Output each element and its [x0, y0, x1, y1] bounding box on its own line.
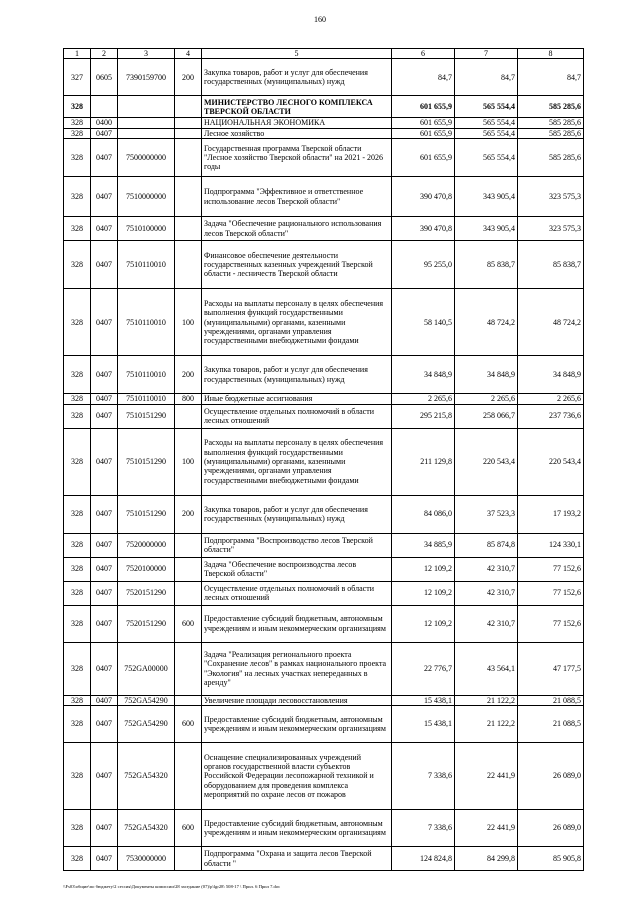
column-header: 8	[518, 49, 584, 59]
table-row	[64, 96, 584, 118]
cell-amount-2: 34 848,9	[455, 356, 518, 394]
cell-name: Закупка товаров, работ и услуг для обеспечения государственных (муниципальных) нужд	[202, 356, 392, 394]
cell-name: Лесное хозяйство	[202, 128, 392, 138]
cell-expense-type: 200	[175, 495, 202, 533]
cell-expense-type	[175, 404, 202, 428]
cell-amount-3: 47 177,5	[518, 642, 584, 695]
cell-amount-3: 2 265,6	[518, 394, 584, 404]
table-row	[64, 695, 584, 705]
cell-amount-3: 21 088,5	[518, 695, 584, 705]
table-row	[64, 128, 584, 138]
cell-section-code: 328	[64, 96, 91, 118]
table-row	[64, 404, 584, 428]
table-row	[64, 139, 584, 177]
cell-amount-3: 585 285,6	[518, 96, 584, 118]
cell-amount-1: 84 086,0	[392, 495, 455, 533]
cell-amount-3: 26 089,0	[518, 810, 584, 847]
cell-expense-type	[175, 96, 202, 118]
cell-expense-type: 600	[175, 706, 202, 743]
cell-expense-type	[175, 241, 202, 289]
table-row	[64, 642, 584, 695]
cell-expense-type: 800	[175, 394, 202, 404]
cell-name: Задача "Обеспечение рационального использования лесов Тверской области"	[202, 217, 392, 241]
cell-name: Предоставление субсидий бюджетным, автономным учреждениям и иным некоммерческим организациям	[202, 706, 392, 743]
cell-amount-2: 220 543,4	[455, 428, 518, 495]
cell-amount-2: 2 265,6	[455, 394, 518, 404]
cell-amount-1: 12 109,2	[392, 557, 455, 581]
cell-name: Задача "Обеспечение воспроизводства лесов Тверской области"	[202, 557, 392, 581]
cell-amount-1: 58 140,5	[392, 289, 455, 356]
cell-target-article: 7500000000	[118, 139, 175, 177]
cell-amount-3: 77 152,6	[518, 581, 584, 605]
column-header: 1	[64, 49, 91, 59]
cell-name: МИНИСТЕРСТВО ЛЕСНОГО КОМПЛЕКСА ТВЕРСКОЙ ОБЛАСТИ	[202, 96, 392, 118]
cell-amount-1: 95 255,0	[392, 241, 455, 289]
cell-section-code: 328	[64, 139, 91, 177]
cell-subsection-code: 0407	[91, 241, 118, 289]
cell-target-article: 7510151290	[118, 495, 175, 533]
cell-amount-1: 12 109,2	[392, 605, 455, 642]
table-row	[64, 59, 584, 96]
cell-expense-type	[175, 743, 202, 810]
table-body	[64, 49, 584, 871]
cell-name: Подпрограмма "Воспроизводство лесов Тверской области"	[202, 533, 392, 557]
cell-amount-1: 601 655,9	[392, 128, 455, 138]
cell-amount-2: 85 838,7	[455, 241, 518, 289]
cell-subsection-code: 0407	[91, 404, 118, 428]
cell-section-code: 328	[64, 847, 91, 871]
cell-section-code: 328	[64, 289, 91, 356]
cell-target-article: 7510110010	[118, 356, 175, 394]
cell-amount-1: 390 470,8	[392, 217, 455, 241]
cell-amount-1: 601 655,9	[392, 118, 455, 128]
cell-subsection-code: 0407	[91, 428, 118, 495]
cell-subsection-code: 0407	[91, 642, 118, 695]
column-header: 6	[392, 49, 455, 59]
cell-subsection-code: 0407	[91, 217, 118, 241]
table-row	[64, 217, 584, 241]
cell-amount-2: 565 554,4	[455, 128, 518, 138]
cell-name: Задача "Реализация регионального проекта "Сохранение лесов" в рамках национального проекта "Экология" на лесных участках непереданных в аренду"	[202, 642, 392, 695]
cell-amount-3: 585 285,6	[518, 128, 584, 138]
cell-amount-1: 295 215,8	[392, 404, 455, 428]
cell-target-article: 752GA54320	[118, 810, 175, 847]
column-header: 2	[91, 49, 118, 59]
cell-section-code: 328	[64, 356, 91, 394]
cell-section-code: 328	[64, 128, 91, 138]
cell-expense-type	[175, 128, 202, 138]
cell-name: Предоставление субсидий бюджетным, автономным учреждениям и иным некоммерческим организациям	[202, 605, 392, 642]
cell-target-article: 752GA54320	[118, 743, 175, 810]
cell-amount-3: 77 152,6	[518, 605, 584, 642]
cell-target-article: 7520151290	[118, 581, 175, 605]
cell-target-article	[118, 96, 175, 118]
cell-subsection-code: 0407	[91, 177, 118, 217]
cell-name: Осуществление отдельных полномочий в области лесных отношений	[202, 404, 392, 428]
cell-target-article: 752GA54290	[118, 706, 175, 743]
cell-name: Предоставление субсидий бюджетным, автономным учреждениям и иным некоммерческим организациям	[202, 810, 392, 847]
cell-amount-2: 565 554,4	[455, 139, 518, 177]
cell-amount-2: 85 874,8	[455, 533, 518, 557]
table-row	[64, 557, 584, 581]
cell-subsection-code	[91, 96, 118, 118]
cell-amount-2: 84,7	[455, 59, 518, 96]
table-row	[64, 394, 584, 404]
cell-amount-2: 22 441,9	[455, 743, 518, 810]
cell-amount-2: 42 310,7	[455, 557, 518, 581]
table-row	[64, 847, 584, 871]
table-row	[64, 356, 584, 394]
cell-section-code: 328	[64, 695, 91, 705]
cell-amount-2: 43 564,1	[455, 642, 518, 695]
cell-target-article: 7520100000	[118, 557, 175, 581]
cell-expense-type: 600	[175, 605, 202, 642]
cell-name: Увеличение площади лесовосстановления	[202, 695, 392, 705]
cell-amount-2: 565 554,4	[455, 96, 518, 118]
cell-name: Осуществление отдельных полномочий в области лесных отношений	[202, 581, 392, 605]
cell-amount-1: 22 776,7	[392, 642, 455, 695]
cell-subsection-code: 0407	[91, 605, 118, 642]
cell-target-article: 7510110010	[118, 241, 175, 289]
cell-name: Расходы на выплаты персоналу в целях обеспечения выполнения функций государственными (муниципальными) органами, казенными учреждениями, органами управления государственными внебюджетными фондами	[202, 428, 392, 495]
cell-section-code: 328	[64, 642, 91, 695]
cell-expense-type: 200	[175, 59, 202, 96]
cell-expense-type: 100	[175, 428, 202, 495]
cell-amount-1: 601 655,9	[392, 139, 455, 177]
cell-amount-2: 37 523,3	[455, 495, 518, 533]
cell-amount-2: 343 905,4	[455, 217, 518, 241]
cell-name: Иные бюджетные ассигнования	[202, 394, 392, 404]
cell-amount-3: 26 089,0	[518, 743, 584, 810]
cell-amount-2: 48 724,2	[455, 289, 518, 356]
cell-expense-type	[175, 118, 202, 128]
cell-name: Государственная программа Тверской области "Лесное хозяйство Тверской области" на 2021 - 2026 годы	[202, 139, 392, 177]
cell-amount-1: 34 848,9	[392, 356, 455, 394]
cell-expense-type	[175, 533, 202, 557]
cell-target-article: 7510110010	[118, 289, 175, 356]
cell-subsection-code: 0407	[91, 743, 118, 810]
cell-section-code: 328	[64, 706, 91, 743]
cell-subsection-code: 0407	[91, 495, 118, 533]
cell-name: Закупка товаров, работ и услуг для обеспечения государственных (муниципальных) нужд	[202, 495, 392, 533]
cell-amount-1: 15 438,1	[392, 695, 455, 705]
cell-amount-1: 211 129,8	[392, 428, 455, 495]
table-row	[64, 605, 584, 642]
cell-target-article	[118, 128, 175, 138]
column-number-row	[64, 49, 584, 59]
cell-target-article: 7510110010	[118, 394, 175, 404]
cell-amount-2: 42 310,7	[455, 605, 518, 642]
cell-amount-3: 585 285,6	[518, 139, 584, 177]
cell-target-article: 752GA54290	[118, 695, 175, 705]
cell-subsection-code: 0407	[91, 557, 118, 581]
cell-name: Расходы на выплаты персоналу в целях обеспечения выполнения функций государственными (муниципальными) органами, казенными учреждениями, органами управления государственными внебюджетными фондами	[202, 289, 392, 356]
cell-amount-2: 22 441,9	[455, 810, 518, 847]
cell-amount-3: 237 736,6	[518, 404, 584, 428]
cell-amount-1: 7 338,6	[392, 810, 455, 847]
cell-expense-type	[175, 642, 202, 695]
column-header: 5	[202, 49, 392, 59]
cell-subsection-code: 0407	[91, 810, 118, 847]
cell-section-code: 328	[64, 533, 91, 557]
cell-amount-2: 42 310,7	[455, 581, 518, 605]
budget-table	[63, 48, 584, 871]
cell-name: НАЦИОНАЛЬНАЯ ЭКОНОМИКА	[202, 118, 392, 128]
cell-section-code: 328	[64, 743, 91, 810]
cell-amount-3: 84,7	[518, 59, 584, 96]
table-row	[64, 241, 584, 289]
cell-name: Подпрограмма "Эффективное и ответственное использование лесов Тверской области"	[202, 177, 392, 217]
cell-amount-2: 21 122,2	[455, 706, 518, 743]
cell-amount-3: 48 724,2	[518, 289, 584, 356]
cell-target-article: 7520151290	[118, 605, 175, 642]
cell-amount-3: 34 848,9	[518, 356, 584, 394]
cell-target-article: 7510100000	[118, 217, 175, 241]
cell-amount-1: 601 655,9	[392, 96, 455, 118]
cell-amount-3: 77 152,6	[518, 557, 584, 581]
cell-amount-1: 390 470,8	[392, 177, 455, 217]
table-row	[64, 289, 584, 356]
cell-amount-3: 17 193,2	[518, 495, 584, 533]
cell-name: Оснащение специализированных учреждений органов государственной власти субъектов Российской Федерации лесопожарной техникой и оборудованием для проведения комплекса мероприятий по охране лесов от пожаров	[202, 743, 392, 810]
cell-target-article: 7510151290	[118, 428, 175, 495]
cell-subsection-code: 0400	[91, 118, 118, 128]
cell-amount-1: 124 824,8	[392, 847, 455, 871]
cell-expense-type	[175, 557, 202, 581]
cell-name: Финансовое обеспечение деятельности государственных казенных учреждений Тверской области - лесничеств Тверской области	[202, 241, 392, 289]
cell-amount-3: 323 575,3	[518, 217, 584, 241]
table-row	[64, 533, 584, 557]
cell-amount-3: 585 285,6	[518, 118, 584, 128]
cell-section-code: 328	[64, 581, 91, 605]
cell-amount-2: 565 554,4	[455, 118, 518, 128]
table-row	[64, 428, 584, 495]
table-row	[64, 581, 584, 605]
cell-amount-2: 343 905,4	[455, 177, 518, 217]
cell-amount-1: 2 265,6	[392, 394, 455, 404]
cell-amount-1: 84,7	[392, 59, 455, 96]
cell-section-code: 328	[64, 241, 91, 289]
cell-subsection-code: 0407	[91, 128, 118, 138]
cell-section-code: 328	[64, 810, 91, 847]
cell-section-code: 328	[64, 557, 91, 581]
cell-expense-type	[175, 581, 202, 605]
cell-subsection-code: 0407	[91, 394, 118, 404]
cell-section-code: 327	[64, 59, 91, 96]
cell-amount-1: 12 109,2	[392, 581, 455, 605]
table-row	[64, 706, 584, 743]
cell-expense-type	[175, 847, 202, 871]
cell-subsection-code: 0407	[91, 847, 118, 871]
table-row	[64, 118, 584, 128]
cell-subsection-code: 0407	[91, 695, 118, 705]
cell-subsection-code: 0407	[91, 533, 118, 557]
column-header: 7	[455, 49, 518, 59]
cell-target-article: 7520000000	[118, 533, 175, 557]
cell-amount-2: 21 122,2	[455, 695, 518, 705]
cell-section-code: 328	[64, 428, 91, 495]
cell-expense-type	[175, 217, 202, 241]
cell-amount-3: 323 575,3	[518, 177, 584, 217]
cell-amount-1: 34 885,9	[392, 533, 455, 557]
cell-section-code: 328	[64, 605, 91, 642]
cell-amount-3: 21 088,5	[518, 706, 584, 743]
cell-amount-3: 220 543,4	[518, 428, 584, 495]
cell-subsection-code: 0605	[91, 59, 118, 96]
cell-expense-type	[175, 177, 202, 217]
cell-expense-type	[175, 139, 202, 177]
cell-name: Подпрограмма "Охрана и защита лесов Тверской области "	[202, 847, 392, 871]
cell-amount-2: 84 299,8	[455, 847, 518, 871]
cell-name: Закупка товаров, работ и услуг для обеспечения государственных (муниципальных) нужд	[202, 59, 392, 96]
cell-target-article: 7390159700	[118, 59, 175, 96]
cell-expense-type: 100	[175, 289, 202, 356]
cell-target-article: 7510151290	[118, 404, 175, 428]
cell-amount-1: 15 438,1	[392, 706, 455, 743]
cell-subsection-code: 0407	[91, 356, 118, 394]
cell-expense-type: 600	[175, 810, 202, 847]
cell-section-code: 328	[64, 404, 91, 428]
column-header: 4	[175, 49, 202, 59]
footer-file-path: \\Fs03\общие\по бюджету\2 сессия\Документы комиссии\28 заседание (07)\р\lgr28\ 508-17 \ Прил. 6 Прил 7.doc	[63, 884, 281, 889]
cell-expense-type: 200	[175, 356, 202, 394]
cell-section-code: 328	[64, 118, 91, 128]
table-row	[64, 177, 584, 217]
cell-section-code: 328	[64, 177, 91, 217]
cell-amount-3: 85 905,8	[518, 847, 584, 871]
column-header: 3	[118, 49, 175, 59]
page-number: 160	[314, 15, 326, 24]
table-row	[64, 810, 584, 847]
cell-amount-3: 85 838,7	[518, 241, 584, 289]
cell-section-code: 328	[64, 217, 91, 241]
cell-section-code: 328	[64, 394, 91, 404]
cell-amount-1: 7 338,6	[392, 743, 455, 810]
cell-expense-type	[175, 695, 202, 705]
cell-target-article: 7510000000	[118, 177, 175, 217]
cell-target-article	[118, 118, 175, 128]
cell-amount-3: 124 330,1	[518, 533, 584, 557]
cell-subsection-code: 0407	[91, 706, 118, 743]
cell-section-code: 328	[64, 495, 91, 533]
table-row	[64, 743, 584, 810]
cell-subsection-code: 0407	[91, 581, 118, 605]
table-row	[64, 495, 584, 533]
cell-amount-2: 258 066,7	[455, 404, 518, 428]
cell-subsection-code: 0407	[91, 139, 118, 177]
cell-target-article: 7530000000	[118, 847, 175, 871]
cell-target-article: 752GA00000	[118, 642, 175, 695]
cell-subsection-code: 0407	[91, 289, 118, 356]
